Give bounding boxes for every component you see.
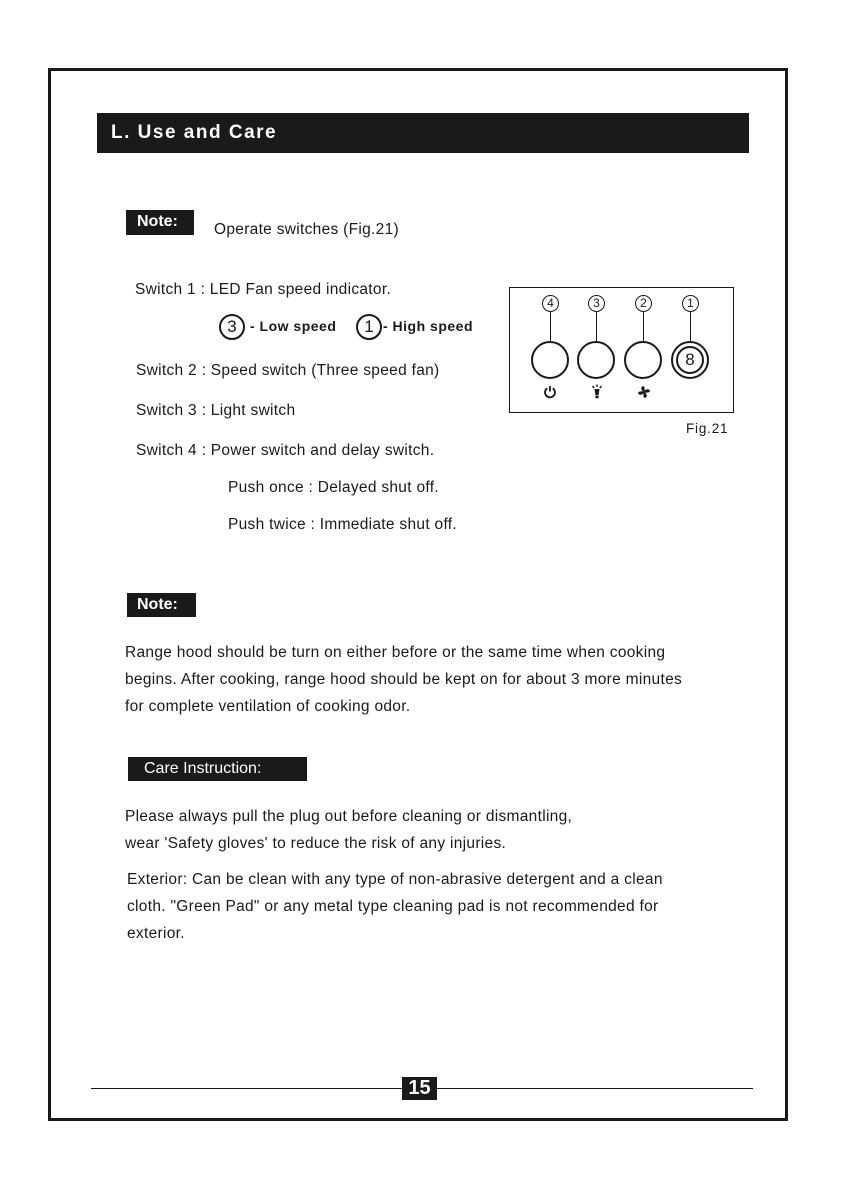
switch-1-number: 1 (682, 295, 699, 312)
text-line: exterior. (127, 925, 185, 942)
control-panel-figure (509, 287, 734, 413)
leader-line (643, 312, 644, 342)
footer-rule-right (437, 1088, 753, 1089)
figure-caption: Fig.21 (686, 421, 729, 436)
note-text: Operate switches (Fig.21) (214, 221, 399, 238)
text-line: Range hood should be turn on either before or the same time when cooking (125, 644, 666, 661)
light-icon (591, 384, 603, 399)
led-indicator (671, 341, 709, 379)
text-line: Exterior: Can be clean with any type of non-abrasive detergent and a clean (127, 871, 663, 888)
switch-1-text: Switch 1 : LED Fan speed indicator. (135, 281, 392, 298)
switch-2-text: Switch 2 : Speed switch (Three speed fan) (136, 362, 440, 379)
power-button (531, 341, 569, 379)
text-line: begins. After cooking, range hood should be kept on for about 3 more minutes (125, 671, 683, 688)
fan-icon (637, 385, 651, 399)
note-tag-2: Note: (127, 593, 196, 617)
leader-line (690, 312, 691, 342)
care-paragraph-1 (125, 803, 572, 857)
push-twice-text: Push twice : Immediate shut off. (228, 516, 457, 533)
text-line: for complete ventilation of cooking odor. (125, 698, 411, 715)
switch-2-number: 2 (635, 295, 652, 312)
light-button (577, 341, 615, 379)
text-line: Please always pull the plug out before cleaning or dismantling, (125, 808, 573, 825)
leader-line (596, 312, 597, 342)
high-speed-display-icon: 1 (356, 314, 382, 340)
text-line: cloth. "Green Pad" or any metal type cleaning pad is not recommended for (127, 898, 659, 915)
section-header (97, 113, 749, 153)
page-number: 15 (402, 1077, 437, 1100)
push-once-text: Push once : Delayed shut off. (228, 479, 439, 496)
low-speed-label: - Low speed (250, 318, 337, 334)
section-title: L. Use and Care (111, 122, 278, 143)
care-instruction-tag: Care Instruction: (128, 757, 307, 781)
note-tag: Note: (126, 210, 194, 235)
led-digit: 8 (676, 346, 704, 374)
high-speed-label: - High speed (383, 318, 474, 334)
leader-line (550, 312, 551, 342)
switch-3-number: 3 (588, 295, 605, 312)
speed-button (624, 341, 662, 379)
power-icon (543, 385, 557, 399)
switch-3-text: Switch 3 : Light switch (136, 402, 296, 419)
switch-4-text: Switch 4 : Power switch and delay switch. (136, 442, 435, 459)
low-speed-display-icon: 3 (219, 314, 245, 340)
note-2-paragraph (125, 639, 682, 720)
text-line: wear 'Safety gloves' to reduce the risk of any injuries. (125, 835, 507, 852)
switch-4-number: 4 (542, 295, 559, 312)
care-paragraph-2 (127, 866, 663, 947)
footer-rule-left (91, 1088, 402, 1089)
